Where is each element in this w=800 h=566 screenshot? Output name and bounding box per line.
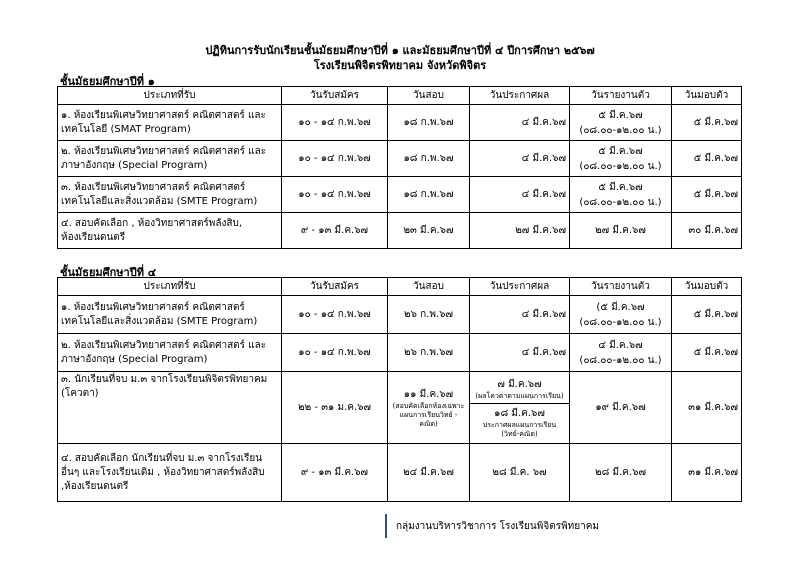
cell-apply: ๙ - ๑๓ มี.ค.๖๗ [282, 213, 388, 249]
cell-exam: ๑๘ ก.พ.๖๗ [388, 177, 470, 213]
col-header-enroll: วันมอบตัว [672, 278, 742, 296]
table-row [58, 177, 742, 213]
table-row [58, 141, 742, 177]
cell-exam: ๑๘ ก.พ.๖๗ [388, 141, 470, 177]
cell-result: ๒๗ มี.ค.๖๗ [470, 213, 570, 249]
cell-report: ๒๗ มี.ค.๖๗ [570, 213, 672, 249]
table-row [58, 334, 742, 372]
school-name: โรงเรียนพิจิตรพิทยาคม จังหวัดพิจิตร [313, 59, 487, 72]
table-row [58, 296, 742, 334]
cell-enroll: ๕ มี.ค.๖๗ [672, 141, 742, 177]
table-header-row [58, 87, 742, 105]
cell-type: ๑. ห้องเรียนพิเศษวิทยาศาสตร์ คณิตศาสตร์ เทคโนโลยีและสิ่งแวดล้อม (SMTE Program) [58, 296, 282, 334]
cell-apply: ๒๒ - ๓๑ ม.ค.๖๗ [282, 372, 388, 444]
col-header-report: วันรายงานตัว [570, 87, 672, 105]
cell-result: ๔ มี.ค.๖๗ [470, 296, 570, 334]
cell-exam: ๒๔ มี.ค.๖๗ [388, 444, 470, 502]
cell-result [470, 372, 570, 444]
cell-enroll: ๓๑ มี.ค.๖๗ [672, 444, 742, 502]
section-label-m1: ชั้นมัธยมศึกษาปีที่ ๑ [60, 75, 155, 88]
report-time: (๐๘.๐๐-๑๒.๐๐ น.) [579, 196, 662, 208]
cell-exam [388, 372, 470, 444]
report-time: (๐๘.๐๐-๑๒.๐๐ น.) [579, 316, 662, 328]
cell-enroll: ๕ มี.ค.๖๗ [672, 296, 742, 334]
result-note: (ผลโควตาตามแผนการเรียน) [475, 391, 564, 400]
col-header-apply: วันรับสมัคร [282, 278, 388, 296]
cell-apply: ๑๐ - ๑๔ ก.พ.๖๗ [282, 105, 388, 141]
report-date: (๕ มี.ค.๖๗ [596, 301, 645, 313]
cell-report [570, 334, 672, 372]
col-header-result: วันประกาศผล [470, 278, 570, 296]
cell-apply: ๙ - ๑๓ มี.ค.๖๗ [282, 444, 388, 502]
cell-exam: ๒๖ ก.พ.๖๗ [388, 296, 470, 334]
report-date: ๔ มี.ค.๖๗ [598, 339, 643, 351]
report-date: ๕ มี.ค.๖๗ [598, 109, 643, 121]
col-header-exam: วันสอบ [388, 278, 470, 296]
exam-note: (สอบคัดเลือกห้องเฉพาะแผนการเรียนวิทย์ - คณิต) [392, 401, 465, 428]
exam-date: ๑๑ มี.ค.๖๗ [403, 388, 454, 400]
cell-type: ๓. ห้องเรียนพิเศษวิทยาศาสตร์ คณิตศาสตร์ เทคโนโลยีและสิ่งแวดล้อม (SMTE Program) [58, 177, 282, 213]
cell-result: ๒๘ มี.ค. ๖๗ [470, 444, 570, 502]
schedule-table-m4 [57, 277, 742, 502]
cell-result: ๔ มี.ค.๖๗ [470, 334, 570, 372]
cell-enroll: ๓๑ มี.ค.๖๗ [672, 372, 742, 444]
cell-enroll: ๕ มี.ค.๖๗ [672, 177, 742, 213]
cell-result: ๔ มี.ค.๖๗ [470, 105, 570, 141]
report-time: (๐๘.๐๐-๑๒.๐๐ น.) [579, 354, 662, 366]
schedule-table-m1 [57, 86, 742, 249]
report-date: ๕ มี.ค.๖๗ [598, 145, 643, 157]
result-first [470, 375, 569, 404]
cell-report [570, 105, 672, 141]
cell-apply: ๑๐ - ๑๔ ก.พ.๖๗ [282, 334, 388, 372]
cell-enroll: ๕ มี.ค.๖๗ [672, 105, 742, 141]
table-header-row [58, 278, 742, 296]
cell-exam: ๒๓ มี.ค.๖๗ [388, 213, 470, 249]
result-second [470, 404, 569, 441]
result2-note: ประกาศผลแผนการเรียน (วิทย์-คณิต) [482, 420, 557, 438]
report-date: ๕ มี.ค.๖๗ [598, 181, 643, 193]
report-time: (๐๘.๐๐-๑๒.๐๐ น.) [579, 160, 662, 172]
result-date: ๗ มี.ค.๖๗ [497, 378, 542, 390]
cell-report: ๒๘ มี.ค.๖๗ [570, 444, 672, 502]
table-row [58, 372, 742, 444]
col-header-type: ประเภทที่รับ [58, 87, 282, 105]
cell-result: ๔ มี.ค.๖๗ [470, 177, 570, 213]
cell-type: ๒. ห้องเรียนพิเศษวิทยาศาสตร์ คณิตศาสตร์ และภาษาอังกฤษ (Special Program) [58, 141, 282, 177]
result2-date: ๑๘ มี.ค.๖๗ [494, 407, 545, 419]
col-header-type: ประเภทที่รับ [58, 278, 282, 296]
cell-apply: ๑๐ - ๑๔ ก.พ.๖๗ [282, 141, 388, 177]
cell-result: ๔ มี.ค.๖๗ [470, 141, 570, 177]
footer-divider [385, 514, 387, 538]
cell-exam: ๑๘ ก.พ.๖๗ [388, 105, 470, 141]
section-label-m4: ชั้นมัธยมศึกษาปีที่ ๔ [60, 266, 157, 279]
table-row [58, 444, 742, 502]
cell-apply: ๑๐ - ๑๔ ก.พ.๖๗ [282, 296, 388, 334]
cell-type: ๒. ห้องเรียนพิเศษวิทยาศาสตร์ คณิตศาสตร์ และภาษาอังกฤษ (Special Program) [58, 334, 282, 372]
cell-apply: ๑๐ - ๑๔ ก.พ.๖๗ [282, 177, 388, 213]
col-header-report: วันรายงานตัว [570, 278, 672, 296]
cell-enroll: ๓๐ มี.ค.๖๗ [672, 213, 742, 249]
col-header-result: วันประกาศผล [470, 87, 570, 105]
cell-type: ๔. สอบคัดเลือก นักเรียนที่จบ ม.๓ จากโรงเรียนอื่นๆ และโรงเรียนเดิม , ห้องวิทยาศาสตร์พลังสิบ ,ห้องเรียนดนตรี [58, 444, 282, 502]
cell-report [570, 296, 672, 334]
page-title: ปฏิทินการรับนักเรียนชั้นมัธยมศึกษาปีที่ ๑ และมัธยมศึกษาปีที่ ๔ ปีการศึกษา ๒๕๖๗ [205, 44, 595, 57]
cell-enroll: ๕ มี.ค.๖๗ [672, 334, 742, 372]
footer-department: กลุ่มงานบริหารวิชาการ โรงเรียนพิจิตรพิทยาคม [396, 521, 600, 532]
table-row [58, 105, 742, 141]
cell-report: ๑๙ มี.ค.๖๗ [570, 372, 672, 444]
cell-exam: ๒๖ ก.พ.๖๗ [388, 334, 470, 372]
cell-type: ๓. นักเรียนที่จบ ม.๓ จากโรงเรียนพิจิตรพิทยาคม (โควตา) [58, 372, 282, 444]
cell-report [570, 177, 672, 213]
cell-report [570, 141, 672, 177]
col-header-enroll: วันมอบตัว [672, 87, 742, 105]
report-time: (๐๘.๐๐-๑๒.๐๐ น.) [579, 124, 662, 136]
table-row [58, 213, 742, 249]
col-header-apply: วันรับสมัคร [282, 87, 388, 105]
cell-type: ๑. ห้องเรียนพิเศษวิทยาศาสตร์ คณิตศาสตร์ และเทคโนโลยี (SMAT Program) [58, 105, 282, 141]
col-header-exam: วันสอบ [388, 87, 470, 105]
cell-type: ๔. สอบคัดเลือก , ห้องวิทยาศาสตร์พลังสิบ, ห้องเรียนดนตรี [58, 213, 282, 249]
